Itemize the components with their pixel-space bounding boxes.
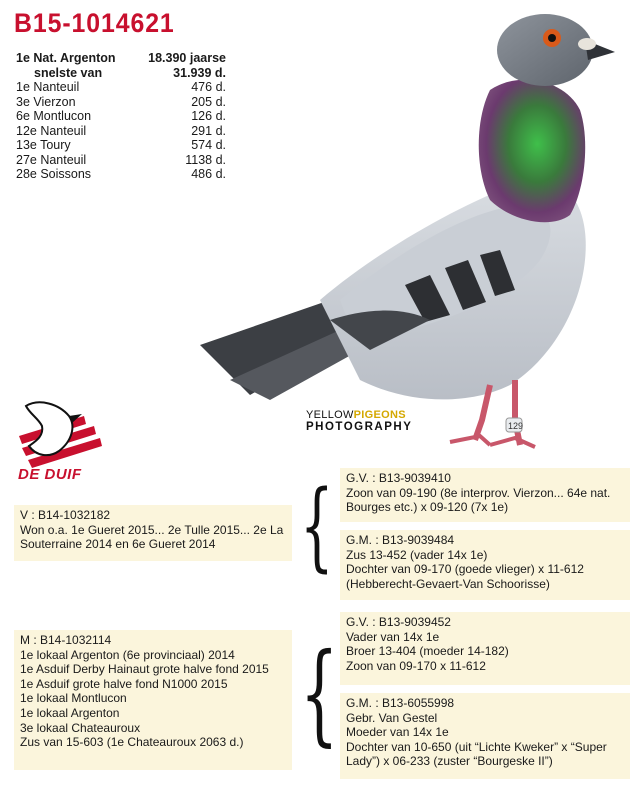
result-value: 291 d. — [191, 123, 226, 138]
photo-credit — [306, 409, 430, 433]
mother-line: 1e lokaal Argenton — [20, 705, 120, 720]
result-race: 27e Nanteuil — [16, 152, 87, 167]
result-value: 1138 d. — [185, 152, 226, 167]
ring-number-title: B15-1014621 — [14, 8, 175, 38]
credit-yellowpigeons: YELLOWPIGEONS — [306, 409, 406, 421]
result-race: 1e Nat. Argenton — [16, 51, 116, 65]
grandfather-paternal-box — [340, 468, 630, 522]
gv2-line: Zoon van 09-170 x 11-612 — [346, 658, 486, 673]
result-value: 574 d. — [191, 138, 226, 152]
logo-text: DE DUIF — [18, 466, 82, 483]
result-race: 3e Vierzon — [16, 94, 76, 109]
grandmother-paternal-box — [340, 530, 630, 600]
mother-line: 3e lokaal Chateauroux — [20, 720, 141, 735]
pedigree-brace-father: { — [300, 470, 334, 582]
gv2-line: Vader van 14x 1e — [346, 629, 440, 644]
gv1-ring: G.V. : B13-9039410 — [346, 471, 451, 485]
result-race: 12e Nanteuil — [16, 123, 87, 138]
father-ring: V : B14-1032182 — [20, 508, 111, 522]
result-race: snelste van — [34, 65, 103, 80]
gv2-ring: G.V. : B13-9039452 — [346, 615, 451, 629]
gm1-ring: G.M. : B13-9039484 — [346, 533, 455, 547]
mother-line: 1e lokaal Montlucon — [20, 691, 127, 706]
pedigree-brace-mother: { — [300, 629, 339, 757]
gv2-line: Broer 13-404 (moeder 14-182) — [346, 644, 509, 659]
ring-band-label: 129 — [508, 421, 524, 431]
gm2-line: Gebr. Van Gestel — [346, 710, 438, 725]
gm1-line: Dochter van 09-170 (goede vlieger) x 11-612 — [346, 562, 584, 577]
father-box — [14, 505, 292, 561]
gm1-line: (Hebberecht-Gevaert-Van Schoorisse) — [346, 576, 550, 591]
result-value: 205 d. — [191, 94, 226, 109]
gm2-ring: G.M. : B13-6055998 — [346, 696, 455, 710]
result-value: 126 d. — [191, 109, 226, 123]
pigeon-photo — [190, 0, 640, 470]
gm2-line: Moeder van 14x 1e — [346, 725, 449, 740]
result-value: 476 d. — [191, 80, 226, 94]
mother-line: 1e Asduif Derby Hainaut grote halve fond 2015 — [20, 662, 269, 677]
father-line: Souterraine 2014 en 6e Gueret 2014 — [20, 537, 216, 552]
mother-box — [14, 630, 292, 770]
credit-photography: PHOTOGRAPHY — [306, 421, 413, 433]
grandfather-maternal-box — [340, 612, 630, 685]
mother-line: 1e Asduif grote halve fond N1000 2015 — [20, 676, 228, 691]
result-race: 28e Soissons — [16, 167, 92, 181]
result-race: 1e Nanteuil — [16, 80, 80, 94]
gm2-line: Dochter van 10-650 (uit “Lichte Kweker” x “Super — [346, 739, 607, 754]
mother-line: Zus van 15-603 (1e Chateauroux 2063 d.) — [20, 735, 244, 750]
result-value: 486 d. — [191, 167, 226, 181]
result-race: 6e Montlucon — [16, 109, 92, 123]
result-race: 13e Toury — [16, 138, 71, 152]
gv1-line: Bourges etc.) x 09-120 (7x 1e) — [346, 500, 509, 515]
mother-ring: M : B14-1032114 — [20, 633, 112, 647]
gv1-line: Zoon van 09-190 (8e interprov. Vierzon... 64e nat. — [346, 485, 611, 500]
grandmother-maternal-box — [340, 693, 630, 779]
result-value: 18.390 jaarse — [148, 51, 226, 65]
mother-line: 1e lokaal Argenton (6e provinciaal) 2014 — [20, 647, 235, 662]
gm1-line: Zus 13-452 (vader 14x 1e) — [346, 547, 488, 562]
father-line: Won o.a. 1e Gueret 2015... 2e Tulle 2015... 2e La — [20, 522, 284, 537]
gm2-line: Lady”) x 06-233 (zuster “Bourgeske II”) — [346, 754, 553, 769]
result-value: 31.939 d. — [173, 65, 226, 80]
